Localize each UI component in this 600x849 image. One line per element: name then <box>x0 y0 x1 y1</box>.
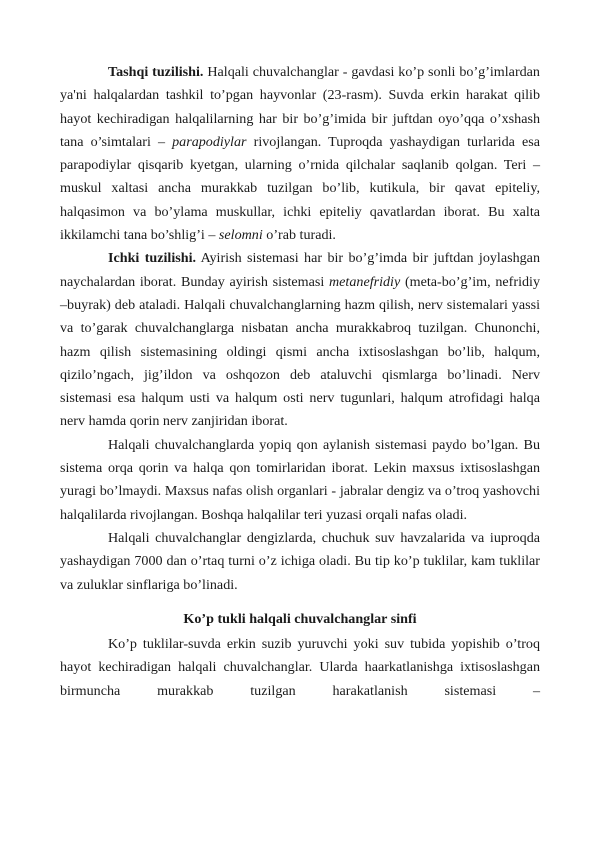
section-lead-internal: Ichki tuzilishi. <box>108 250 197 267</box>
paragraph-distribution: Halqali chuvalchanglar dengizlarda, chuchuk suv havzalarida va iuproqda yashaydigan 7000 dan o’rtaq turni o’z ichiga oladi. Bu tip ko’p tuklilar, kam tuklilar va zuluklar sinflariga bo’linadi. <box>60 529 540 593</box>
term-parapodia: parapodiylar <box>172 133 247 150</box>
document-body <box>60 61 540 703</box>
paragraph-external-structure <box>60 61 540 247</box>
text-run: (meta-bo’g’im, nefridiy –buyrak) deb ataladi. Halqali chuvalchanglarning hazm qilish, nerv sistemalari yassi va to’garak chuvalchanglarga nisbatan ancha murakkabroq tuzilgan. Chunonchi, hazm qilish sistemasining oldingi qismi ancha ixtisoslashgan bo’lib, halqum, qizilo’ngach, jig’ildon va oshqozon deb ataluvchi qismlarga bo’linadi. Nerv sistemasi esa halqum usti va halqum osti nerv tugunlari, halqum atrofidagi halqa nerv hamda qorin nerv zanjiridan iborat. <box>60 273 540 430</box>
paragraph-circulation: Halqali chuvalchanglarda yopiq qon aylanish sistemasi paydo bo’lgan. Bu sistema orqa qorin va halqa qon tomirlaridan iborat. Lekin maxsus ixtisoslashgan yuragi bo’lmaydi. Maxsus nafas olish organlari - jabralar dengiz va o’troq yashovchi halqalilarda rivojlangan. Boshqa halqalilar teri yuzasi orqali nafas oladi. <box>60 436 540 523</box>
section-lead-external: Tashqi tuzilishi. <box>108 64 204 80</box>
text-run: Ayirish sistemasi har bir bo’g’imda bir juftdan joylashgan naychalardan iborat. Bunday ayirish sistemasi <box>60 250 540 290</box>
section-heading: Ko’p tukli halqali chuvalchanglar sinfi <box>183 610 417 627</box>
term-metanephridium: metanefridiy <box>329 273 401 290</box>
paragraph-internal-structure <box>60 247 540 433</box>
text-run: Halqali chuvalchanglar - gavdasi ko’p sonli bo’g’imlardan ya'ni halqalardan tashkil to’pgan hayvonlar (23-rasm). Suvda erkin harakat qilib hayot kechiradigan halqalilarning har bir bo’g’imida bir juftdan oyo’qqa o’xshash tana o’simtalari – <box>60 64 540 150</box>
paragraph-polychaetes: Ko’p tuklilar-suvda erkin suzib yuruvchi yoki suv tubida yopishib o’troq hayot kechiradigan halqali chuvalchanglar. Ularda haarkatlanishga ixtisoslashgan birmuncha murakkab tuzilgan harakatlanish sistemasi – <box>60 636 540 699</box>
text-run: rivojlangan. Tuproqda yashaydigan turlarida esa parapodiylar qisqarib kyetgan, ularning o’rnida qilchalar saqlanib qolgan. Teri – muskul xaltasi ancha murakkab tuzilgan bo’lib, kutikula, bir qavat epiteliy, halqasimon va bo’ylama muskullar, ichki epiteliy qavatlardan iborat. Bu xalta ikkilamchi tana bo’shlig’i – <box>60 133 540 244</box>
text-run: o’rab turadi. <box>262 227 336 244</box>
term-coelom: selomni <box>218 227 263 244</box>
